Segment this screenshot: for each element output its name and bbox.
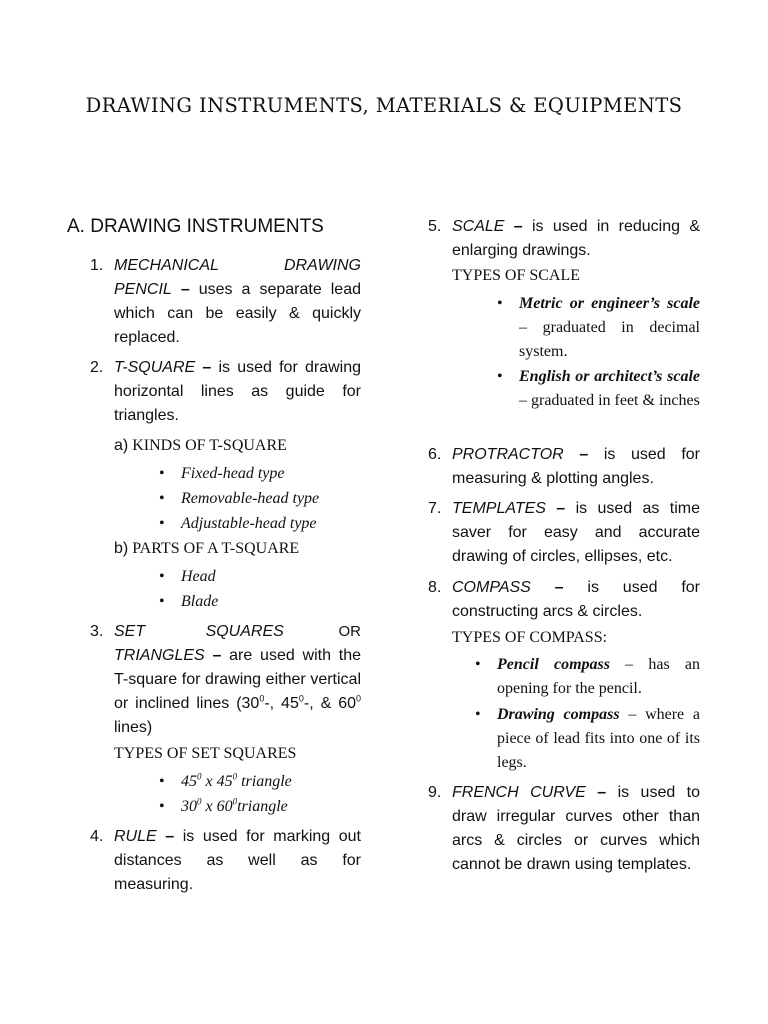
bullet-item — [497, 365, 700, 413]
item-term: T-SQUARE — [114, 359, 196, 376]
bullet-item — [159, 769, 292, 794]
item-number: 9. — [428, 784, 442, 801]
sub-heading-compass-types: TYPES OF COMPASS: — [452, 629, 608, 646]
item-description: uses a separate lead which can be easily & quickly replaced. — [114, 281, 361, 346]
bullet-text: – graduated in decimal system. — [519, 319, 700, 360]
superscript: 0 — [298, 693, 304, 704]
item-term: SCALE — [452, 218, 505, 235]
superscript: 0 — [259, 693, 265, 704]
bullet-item — [159, 486, 320, 511]
item-dash: – — [195, 359, 219, 376]
item-term-cont: PENCIL — [114, 281, 172, 298]
bullet-text: – has an opening for the pencil. — [497, 656, 700, 697]
list-item-set-squares — [90, 620, 362, 740]
bullet-text: 30 — [181, 798, 197, 815]
item-number: 1. — [90, 257, 104, 274]
item-dash: – — [585, 784, 618, 801]
bullet-dot: • — [497, 368, 503, 385]
item-term: FRENCH CURVE — [452, 784, 586, 801]
superscript: 0 — [197, 796, 202, 807]
item-description-cont: -, 45 — [264, 695, 299, 712]
item-description: is used to draw irregular curves other than arcs & circles or curves which cannot be drawn using templates. — [452, 784, 701, 873]
list-item-rule — [90, 825, 361, 897]
item-number: 4. — [90, 828, 104, 845]
bullet-text: x 45 — [201, 773, 233, 790]
bullet-item — [159, 461, 285, 486]
list-item-t-square — [90, 356, 361, 428]
item-term — [114, 254, 361, 278]
bullet-dot: • — [475, 656, 481, 673]
sub-heading-scale-types: TYPES OF SCALE — [452, 267, 581, 284]
bullet-dot: • — [159, 515, 165, 532]
list-item-mechanical-pencil — [90, 254, 361, 350]
list-item-protractor — [428, 443, 700, 491]
item-description-cont: lines) — [114, 719, 153, 736]
bullet-item — [475, 703, 701, 775]
item-number: 5. — [428, 218, 442, 235]
sub-heading-parts — [114, 540, 299, 558]
bullet-text: Fixed-head type — [181, 465, 285, 482]
bullet-term: Metric or engineer’s scale — [519, 295, 700, 312]
item-description: is used for drawing horizontal lines as guide for triangles. — [114, 359, 361, 424]
bullet-text: x 60 — [201, 798, 233, 815]
superscript: 0 — [232, 771, 238, 782]
item-term: TEMPLATES — [452, 500, 546, 517]
section-heading-a: A. DRAWING INSTRUMENTS — [67, 216, 324, 237]
item-term: RULE — [114, 828, 157, 845]
bullet-text: Blade — [181, 593, 219, 610]
superscript: 0 — [197, 771, 202, 782]
bullet-dot: • — [159, 798, 165, 815]
item-description-cont: -, & 60 — [303, 695, 356, 712]
sub-heading-set-squares: TYPES OF SET SQUARES — [114, 745, 297, 762]
bullet-term: Pencil compass — [497, 656, 610, 673]
term-part — [114, 254, 361, 278]
bullet-dot: • — [159, 465, 165, 482]
term-word: DRAWING — [283, 257, 361, 274]
bullet-item — [159, 511, 317, 536]
bullet-item — [159, 794, 288, 819]
bullet-dot: • — [159, 773, 165, 790]
bullet-text: Head — [181, 568, 216, 585]
sub-label: KINDS OF T-SQUARE — [132, 437, 287, 454]
superscript: 0 — [356, 693, 362, 704]
list-item-french-curve — [428, 781, 701, 877]
bullet-text: Removable-head type — [181, 490, 320, 507]
item-or: OR — [338, 623, 361, 640]
bullet-item — [475, 653, 700, 701]
item-dash: – — [504, 218, 532, 235]
item-description: is used for measuring & plotting angles. — [452, 446, 700, 487]
item-description: is used for constructing arcs & circles. — [452, 579, 700, 620]
bullet-item — [159, 564, 216, 589]
item-dash: – — [563, 446, 604, 463]
list-item-compass — [428, 576, 700, 624]
page-title: DRAWING INSTRUMENTS, MATERIALS & EQUIPMENTS — [85, 94, 683, 117]
item-description: is used in reducing & enlarging drawings. — [452, 218, 700, 259]
bullet-text: Adjustable-head type — [181, 515, 317, 532]
item-dash: – — [156, 828, 183, 845]
list-item-templates — [428, 497, 700, 569]
item-number: 6. — [428, 446, 442, 463]
bullet-text: triangle — [237, 798, 288, 815]
item-number: 7. — [428, 500, 442, 517]
bullet-term: Drawing compass — [497, 706, 620, 723]
item-number: 2. — [90, 359, 104, 376]
item-number: 8. — [428, 579, 442, 596]
item-dash: – — [545, 500, 576, 517]
item-term: PROTRACTOR — [452, 446, 564, 463]
list-item-scale — [428, 215, 700, 263]
sub-heading-kinds — [114, 437, 287, 455]
sub-letter: a) — [114, 437, 129, 454]
bullet-dot: • — [159, 490, 165, 507]
bullet-text: – where a piece of lead fits into one of its legs. — [497, 706, 701, 771]
item-description: is used for marking out distances as well as for measuring. — [114, 828, 361, 893]
item-dash: – — [530, 579, 588, 596]
bullet-item — [159, 589, 219, 614]
item-term: COMPASS — [452, 579, 531, 596]
sub-label: PARTS OF A T-SQUARE — [132, 540, 300, 557]
bullet-term: English or architect’s scale — [519, 368, 700, 385]
item-description: is used as time saver for easy and accurate drawing of circles, ellipses, etc. — [452, 500, 700, 565]
item-term-line — [114, 620, 361, 644]
bullet-dot: • — [475, 706, 481, 723]
item-description: are used with the T-square for drawing either vertical or inclined lines (30 — [114, 647, 361, 712]
bullet-dot: • — [159, 593, 165, 610]
bullet-dot: • — [159, 568, 165, 585]
bullet-text: 45 — [181, 773, 197, 790]
bullet-item — [497, 292, 700, 364]
bullet-dot: • — [497, 295, 503, 312]
item-term: SET SQUARES — [114, 623, 284, 640]
sub-letter: b) — [114, 540, 129, 557]
bullet-text: – graduated in feet & inches — [519, 392, 700, 409]
bullet-text: triangle — [237, 773, 292, 790]
item-term-cont: TRIANGLES — [114, 647, 205, 664]
item-dash: – — [204, 647, 230, 664]
item-number: 3. — [90, 623, 104, 640]
superscript: 0 — [232, 796, 238, 807]
item-dash: – — [171, 281, 199, 298]
term-word: MECHANICAL — [114, 257, 219, 274]
